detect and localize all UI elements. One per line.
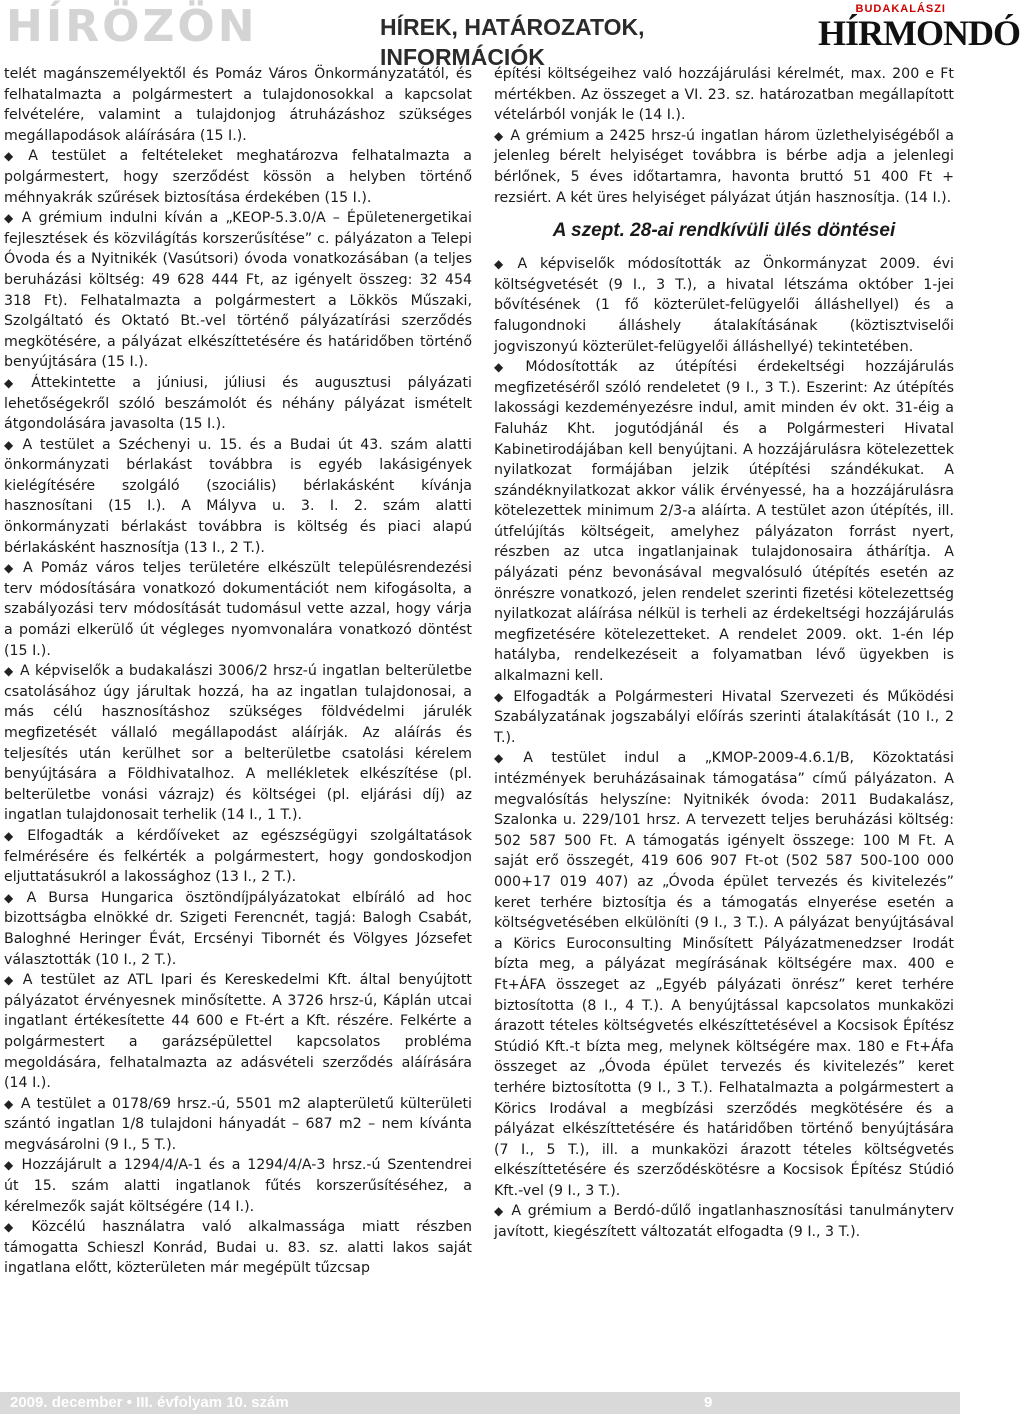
list-item: ◆ A testület a Széchenyi u. 15. és a Budai út 43. szám alatti önkormányzati bérlakást továbbra is egyéb lakásigények kielégítésére szolgáló (szociális) bérlakásként kívánja hasznosítani (15 I.). A Mályva u. 3. I. 2. szám alatti önkormányzati bérlakást továbbra is költség és piaci alapú bérlakásként hasznosítja (13 I., 2 T.). bbox=[4, 436, 472, 556]
hirmondo-logo bbox=[818, 3, 1020, 55]
diamond-bullet-icon: ◆ bbox=[4, 149, 23, 164]
list-item: ◆ A Pomáz város teljes területére elkészült településrendezési terv módosítására vonatkozó dokumentációt nem kifogásolta, a szabályozási terv módosítását tudomásul vette azzal, hogy várja a pomázi elkerülő út végleges nyomvonalára vonatkozó döntést (15 I.). bbox=[4, 560, 472, 659]
section-header-title: HÍREK, HATÁROZATOK, INFORMÁCIÓK bbox=[380, 14, 645, 70]
right-column bbox=[494, 64, 954, 1243]
list-item: ◆ Elfogadták a kérdőíveket az egészségügyi szolgáltatások felmérésére és felkérték a polgármestert, hogy gondoskodjon eljuttatásukról a lakossághoz (13 I., 2 T.). bbox=[4, 827, 472, 886]
diamond-bullet-icon: ◆ bbox=[4, 664, 14, 679]
hirmondo-logo-small: BUDAKALÁSZI bbox=[855, 3, 946, 15]
diamond-bullet-icon: ◆ bbox=[494, 360, 520, 375]
diamond-bullet-icon: ◆ bbox=[4, 1158, 16, 1173]
diamond-bullet-icon: ◆ bbox=[4, 1096, 15, 1111]
list-item: ◆ A képviselők módosították az Önkormányzat 2009. évi költségvetését (9 I., 3 T.), a hivatal létszáma október 1-jei bővítésének (1 fő közterület-felügyelői álláshellyel) és a falugondnoki álláshely átalakításának (köztisztviselői jogviszonyú közterület-felügyelői álláshellyé) tekintetében. bbox=[494, 256, 954, 355]
paragraph: építési költségeihez való hozzájárulási kérelmét, max. 200 e Ft mértékben. Az összeget a VI. 23. sz. határozatban megállapított vételárból vonják le (14 I.). bbox=[494, 66, 954, 124]
list-item: ◆ Hozzájárult a 1294/4/A-1 és a 1294/4/A-3 hrsz.-ú Szentendrei út 15. szám alatti ingatlanok fűtés korszerűsítéséhez, a kérelmezők saját költségére (14 I.). bbox=[4, 1157, 472, 1215]
list-item: ◆ A testület a feltételeket meghatározva felhatalmazta a polgármestert, hogy szerződést kössön a helyben történő méhnyakrák szűrések biztosítása érdekében (15 I.). bbox=[4, 148, 472, 206]
diamond-bullet-icon: ◆ bbox=[4, 890, 21, 905]
diamond-bullet-icon: ◆ bbox=[4, 437, 17, 452]
list-item: ◆ A testület a 0178/69 hrsz.-ú, 5501 m2 alapterületű külterületi szántó ingatlan 1/8 tulajdoni hányadát – 687 m2 – nem kívánta megvásárolni (9 I., 5 T.). bbox=[4, 1095, 472, 1153]
list-item: ◆ Közcélú használatra való alkalmassága miatt részben támogatta Schieszl Konrád, Budai u. 83. sz. alatti lakos saját ingatlana előtt, közterületen már megépült tűzcsap bbox=[4, 1219, 472, 1277]
diamond-bullet-icon: ◆ bbox=[4, 973, 17, 988]
page-header bbox=[0, 0, 1020, 70]
hirozon-logo: HÍRÖZÖN bbox=[6, 1, 258, 52]
paragraph: telét magánszemélyektől és Pomáz Város Önkormányzatától, és felhatalmazta a polgármestert a tulajdonosokkal a kapcsolat felvételére, valamint a tulajdonjog átruházáshoz szükséges megállapodások aláírására (15 I.). bbox=[4, 66, 472, 144]
list-item: ◆ Elfogadták a Polgármesteri Hivatal Szervezeti és Működési Szabályzatának jogszabályi előírás szerinti átalakítását (10 I., 2 T.). bbox=[494, 688, 954, 746]
diamond-bullet-icon: ◆ bbox=[4, 211, 16, 226]
diamond-bullet-icon: ◆ bbox=[494, 128, 505, 143]
left-column bbox=[4, 64, 472, 1279]
hirmondo-logo-big: HÍRMONDÓ bbox=[818, 13, 1020, 53]
diamond-bullet-icon: ◆ bbox=[4, 375, 26, 390]
diamond-bullet-icon: ◆ bbox=[4, 828, 22, 843]
list-item: ◆ A testület az ATL Ipari és Kereskedelmi Kft. által benyújtott pályázatot érvényesnek minősítette. A 3726 hrsz-ú, Káplán utcai ingatlant értékesítette 44 600 e Ft-ért a Kft. részére. Felkérte a polgármestert a garázsépülettel kapcsolatos probléma megoldására, felhatalmazta az adásvételi szerződés aláírására (14 I.). bbox=[4, 972, 472, 1092]
diamond-bullet-icon: ◆ bbox=[494, 689, 508, 704]
page-footer bbox=[0, 1392, 960, 1420]
list-item: ◆ A képviselők a budakalászi 3006/2 hrsz-ú ingatlan belterületbe csatolásához úgy járultak hozzá, ha az ingatlan tulajdonosai, a más célú hasznosításhoz szükséges földvédelmi járulék megfizetését vállaló megállapodást aláírják. Az aláírás és teljesítés után kerülhet sor a belterületbe csatolási kérelem benyújtására a Földhivatalhoz. A mellékletek elkészítése (pl. belterületbe vonási vázrajz) és költségei (pl. eljárási díj) az ingatlan tulajdonosait terhelik (14 I., 1 T.). bbox=[4, 663, 472, 824]
list-item: ◆ A grémium a Berdó-dűlő ingatlanhasznosítási tanulmányterv javított, kiegészített változatát elfogadta (9 I., 3 T.). bbox=[494, 1203, 955, 1241]
list-item: ◆ A testület indul a „KMOP-2009-4.6.1/B, Közoktatási intézmények beruházásainak támogatása” című pályázaton. A megvalósítás helyszíne: Nyitnikék óvoda: 2011 Budakalász, Szalonka u. 229/101 hrsz. A tervezett teljes beruházási költség: 502 587 500 Ft. A támogatás igényelt összege: 100 M Ft. A saját erő összegét, 419 606 907 Ft-ot (502 587 500-100 000 000+17 019 407) az „Óvoda épület tervezés és kivitelezés” keret terhére biztosítja és a támogatás elnyerése esetén a költségvetésében elkülöníti (9 I., 3 T.). A pályázat benyújtásával a Körics Euroconsulting Minősített Pályázatmenedzser Irodát bízta meg, a pályázat megírásának költségére max. 400 e Ft+ÁFA összeget az „Egyéb pályázati önrész” keret terhére biztosította (8 I., 4 T.). A benyújtással kapcsolatos munkaközi árazott tételes költségvetés elkészíttetésével a Kocsisok Építész Stúdió Kft.-t bízta meg, melynek költségére max. 180 e Ft+Áfa összeget az „Óvoda épület tervezés és kivitelezés” keret terhére biztosította (9 I., 3 T.). Felhatalmazta a polgármestert a Körics Irodával a megbízási szerződés megkötésére és a pályázat elkészíttetésére és határidőben történő benyújtására (7 I., 5 T.), ill. a munkaközi árazott tételes költségvetés elkészíttetésére és szerződéskötésre a Kocsisok Építész Stúdió Kft.-vel (9 I., 3 T.). bbox=[494, 750, 954, 1199]
diamond-bullet-icon: ◆ bbox=[494, 257, 512, 272]
diamond-bullet-icon: ◆ bbox=[494, 751, 518, 766]
diamond-bullet-icon: ◆ bbox=[4, 561, 17, 576]
diamond-bullet-icon: ◆ bbox=[494, 1204, 506, 1219]
section-title: A szept. 28-ai rendkívüli ülés döntései bbox=[552, 220, 896, 242]
page-number: 9 bbox=[704, 1394, 713, 1411]
list-item: ◆ Áttekintette a júniusi, júliusi és augusztusi pályázati lehetőségekről szóló beszámolót és néhány pályázat ismételt átgondolására javasolta (15 I.). bbox=[4, 374, 472, 433]
issue-info: 2009. december • III. évfolyam 10. szám bbox=[10, 1394, 289, 1411]
diamond-bullet-icon: ◆ bbox=[4, 1220, 26, 1235]
list-item: ◆ A grémium indulni kíván a „KEOP-5.3.0/A – Épületenergetikai fejlesztések és közvilágítás korszerűsítése” c. pályázaton a Telepi Óvoda és a Nyitnikék (Vasútsori) óvoda vonatkozásában (a teljes beruházási költség: 49 628 444 Ft, az igényelt összeg: 32 454 318 Ft). Felhatalmazta a polgármestert a Lökkös Műszaki, Szolgáltató és Oktató Bt.-vel történő pályázatírási szerződés megkötésére, a pályázat elkészíttetésére és határidőben történő benyújtására (15 I.). bbox=[4, 210, 472, 371]
list-item: ◆ A Bursa Hungarica ösztöndíjpályázatokat elbíráló ad hoc bizottságba elnökké dr. Szigeti Ferencnét, tagjá: Balogh Csabát, Baloghné Heringer Évát, Ercsényi Tibornét és Völgyes Józsefet választották (10 I., 2 T.). bbox=[4, 889, 473, 968]
list-item: ◆ Módosították az útépítési érdekeltségi hozzájárulás megfizetéséről szóló rendeletet (9 I., 3 T.). Eszerint: Az útépítés lakossági kezdeményezésre indul, amit minden év okt. 31-éig a Faluház Kht. jogutódjánál és a Polgármesteri Hivatal Kabinetirodájában kell benyújtani. A hozzájárulásra kötelezettek nyilatkozat formájában jelzik útépítési szándékukat. A szándéknyilatkozat akkor válik érvényessé, ha a hozzájárulásra kötelezettek minimum 2/3-a aláírta. A testület azon útépítés, ill. útfelújítás költségeit, amelyhez pályázaton forrást nyert, részben az utca ingatlanjainak tulajdonosaira áthárítja. A pályázati pénz bevonásával megvalósuló útépítés esetén az önrészre vonatkozó, jelen rendelet szerinti fizetési kötelezettség nyilatkozat aláírása nélkül is terheli az érdekeltségi hozzájárulás megfizetésére kötelezetteket. A rendelet 2009. okt. 1-én lép hatályba, rendelkezéseit a folyamatban lévő ügyekben is alkalmazni kell. bbox=[494, 359, 954, 685]
list-item: ◆ A grémium a 2425 hrsz-ú ingatlan három üzlethelyiségéből a jelenleg bérelt helyiséget továbbra is bérbe adja a jelenlegi bérlőnek, 5 éves időtartamra, havonta bruttó 51 400 Ft + rezsiért. A két üres helyiséget pályázat útján hasznosítja. (14 I.). bbox=[494, 127, 954, 206]
